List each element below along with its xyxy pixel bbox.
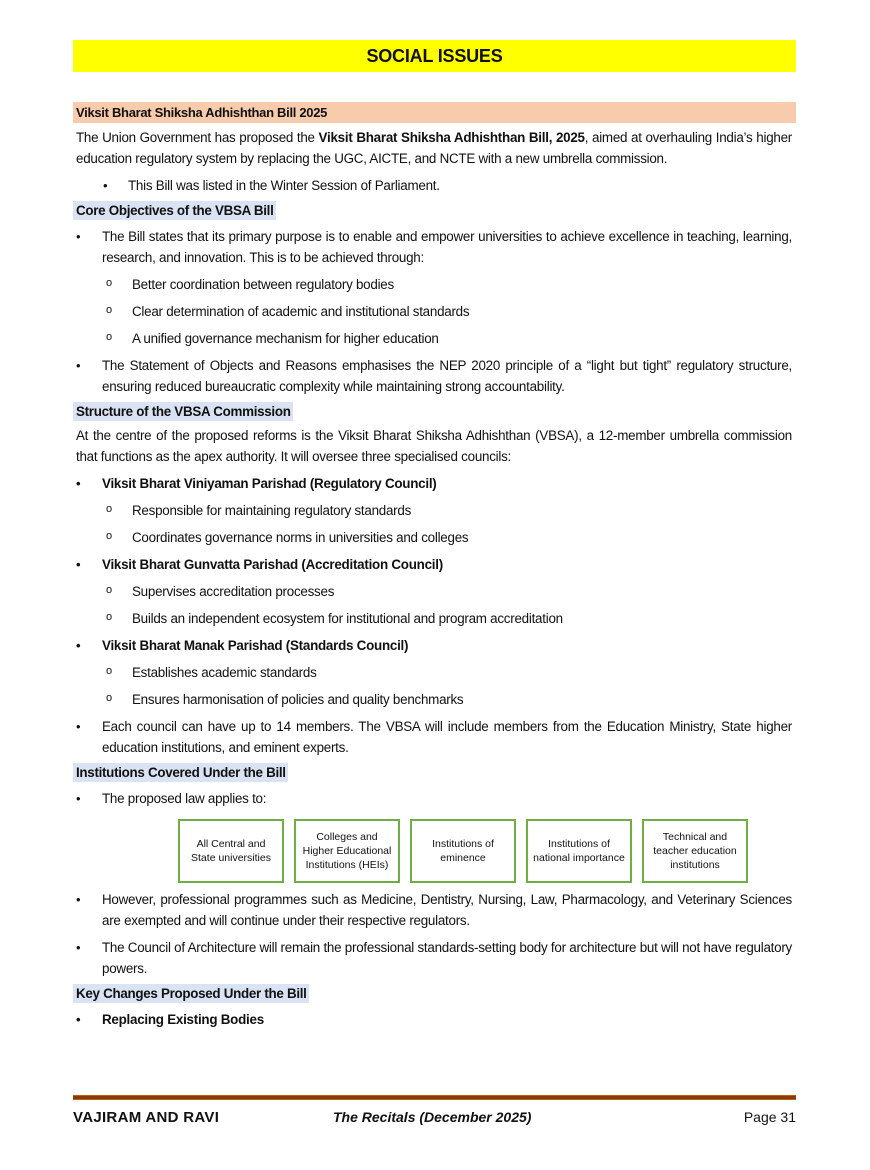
list-item: • Each council can have up to 14 members. The VBSA will include members from the Education Ministry, State higher education institutions, and eminent experts. [73,716,792,758]
section-title: Viksit Bharat Shiksha Adhishthan Bill 2025 [73,102,796,123]
sub-list-item: o Better coordination between regulatory bodies [73,274,796,295]
institution-box: All Central and State universities [178,819,284,883]
heading-key-changes: Key Changes Proposed Under the Bill [73,984,309,1003]
sub-list-item: o Responsible for maintaining regulatory standards [73,500,796,521]
intro-text-end: , aimed at overhauling India’s higher education regulatory system by replacing the UGC, AICTE, and NCTE with a new umbrella commission. [76,130,792,166]
publisher-name: VAJIRAM AND RAVI [73,1108,220,1126]
list-item: • The Statement of Objects and Reasons emphasises the NEP 2020 principle of a “light but tight” regulatory structure, ensuring reduced bureaucratic complexity while maintaining strong accountability. [73,355,792,397]
heading-core-objectives: Core Objectives of the VBSA Bill [73,201,276,220]
institutions-diagram [178,819,796,883]
sub-list-item: o Ensures harmonisation of policies and quality benchmarks [73,689,796,710]
sub-list-item: o Coordinates governance norms in universities and colleges [73,527,796,548]
list-item: • The proposed law applies to: [73,788,792,809]
sub-list-item: o Supervises accreditation processes [73,581,796,602]
institutions-list [73,788,796,809]
publication-title: The Recitals (December 2025) [333,1109,532,1125]
heading-structure: Structure of the VBSA Commission [73,402,293,421]
structure-paragraph: At the centre of the proposed reforms is the Viksit Bharat Shiksha Adhishthan (VBSA), a 12-member umbrella commission that functions as the apex authority. It will oversee three specialised councils: [76,428,792,464]
intro-list [73,175,796,196]
key-changes-list [73,1009,796,1030]
councils-list [73,473,796,758]
council-standards: • Viksit Bharat Manak Parishad (Standards Council) [73,635,792,656]
institution-box: Colleges and Higher Educational Institutions (HEIs) [294,819,400,883]
list-item: • This Bill was listed in the Winter Session of Parliament. [73,175,792,196]
sub-list-item: o Establishes academic standards [73,662,796,683]
list-item: • The Bill states that its primary purpose is to enable and empower universities to achieve excellence in teaching, learning, research, and innovation. This is to be achieved through: [73,226,792,268]
list-item: • The Council of Architecture will remain the professional standards-setting body for architecture but will not have regulatory powers. [73,937,792,979]
sub-list-item: o A unified governance mechanism for higher education [73,328,796,349]
sub-list-item: o Clear determination of academic and institutional standards [73,301,796,322]
list-item: • However, professional programmes such as Medicine, Dentistry, Nursing, Law, Pharmacology, and Veterinary Sciences are exempted and will continue under their respective regulators. [73,889,792,931]
core-objectives-list [73,226,796,397]
page-number: Page 31 [743,1109,796,1125]
list-item: • Replacing Existing Bodies [73,1009,792,1030]
intro-paragraph [76,127,792,169]
council-regulatory: • Viksit Bharat Viniyaman Parishad (Regulatory Council) [73,473,792,494]
heading-institutions: Institutions Covered Under the Bill [73,763,288,782]
sub-list-item: o Builds an independent ecosystem for institutional and program accreditation [73,608,796,629]
bill-name: Viksit Bharat Shiksha Adhishthan Bill, 2025 [318,130,585,145]
category-banner: SOCIAL ISSUES [73,40,796,72]
institution-box: Technical and teacher education institutions [642,819,748,883]
council-accreditation: • Viksit Bharat Gunvatta Parishad (Accreditation Council) [73,554,792,575]
document-page [73,40,796,1030]
institutions-notes [73,889,796,979]
page-footer [73,1105,796,1129]
institution-box: Institutions of national importance [526,819,632,883]
institution-box: Institutions of eminence [410,819,516,883]
footer-rule [73,1095,796,1100]
intro-text: The Union Government has proposed the [76,130,319,145]
